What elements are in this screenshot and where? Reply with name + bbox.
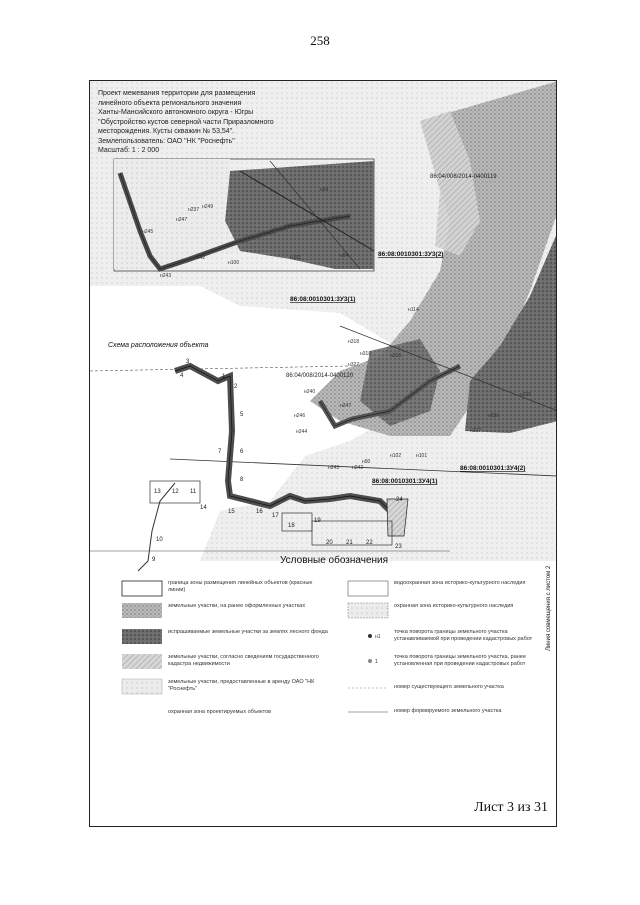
legend-item-protection-zone: охранная зона проектируемых объектов bbox=[168, 709, 272, 715]
title-line: "Обустройство кустов северной части Приразломного bbox=[98, 118, 274, 126]
point-label: н327 bbox=[348, 362, 360, 368]
point-label: н243 bbox=[160, 273, 172, 279]
point-label: н245 bbox=[142, 229, 154, 235]
route-point-number: 21 bbox=[346, 540, 353, 546]
route-point-number: 24 bbox=[396, 497, 403, 503]
point-label: н237 bbox=[188, 207, 200, 213]
point-label: н114 bbox=[408, 307, 419, 313]
route-point-number: 2 bbox=[234, 384, 238, 390]
legend-item-forest-parcels: испрашиваемые земельные участки за землях лесного фонда bbox=[168, 629, 328, 635]
route-point-number: 12 bbox=[172, 489, 179, 495]
point-label: н243 bbox=[328, 465, 340, 471]
side-note-text: Линия совмещения с листом 2 bbox=[546, 565, 552, 651]
route-point-number: 22 bbox=[366, 540, 373, 546]
legend-symbol-red-lines bbox=[122, 581, 162, 596]
map-title-block bbox=[98, 89, 338, 156]
point-label: н102 bbox=[390, 453, 402, 459]
route-point-number: 7 bbox=[218, 449, 222, 455]
legend-marker-label: 1 bbox=[375, 659, 378, 665]
route-point-number: 6 bbox=[240, 449, 244, 455]
route-point-number: 10 bbox=[156, 537, 163, 543]
legend-item-leased-parcels: земельные участки, предоставленные в аренду ОАО "НК "Роснефть" bbox=[168, 679, 315, 692]
point-label: н101 bbox=[290, 255, 302, 261]
point-label: н246 bbox=[294, 413, 306, 419]
point-label: н235 bbox=[520, 392, 532, 398]
legend-symbol-leased-parcels bbox=[122, 679, 162, 694]
route-point-number: 5 bbox=[240, 412, 244, 418]
point-label: н244 bbox=[296, 429, 308, 435]
route-point-number: 8 bbox=[240, 477, 244, 483]
legend-item-prior-parcels: земельные участки, на ранее оформленных участках bbox=[168, 603, 306, 609]
legend-symbol-forest-parcels bbox=[122, 629, 162, 644]
route-point-number: 23 bbox=[395, 544, 402, 550]
legend-symbol-heritage-zone bbox=[348, 603, 388, 618]
route-point-number: 17 bbox=[272, 513, 279, 519]
label-parcel-zu2-top: 86:08:0010301:3У3(2) bbox=[378, 251, 444, 258]
legend-item-existing-number: номер существующего земельного участка bbox=[394, 684, 504, 690]
point-label: н318 bbox=[390, 353, 402, 359]
route-point-number: 9 bbox=[152, 557, 156, 563]
point-label: н242 bbox=[194, 255, 206, 261]
label-parcel-top: 86:04/008/2014-0400119 bbox=[430, 174, 497, 180]
legend-title: Условные обозначения bbox=[280, 555, 389, 566]
label-parcel-zu1: 86:08:0010301:3У3(1) bbox=[290, 296, 356, 303]
point-label: н247 bbox=[340, 403, 352, 409]
map-sheet-frame bbox=[89, 80, 557, 827]
point-label: н249 bbox=[202, 204, 214, 210]
point-label: н236 bbox=[488, 413, 500, 419]
legend-marker-existing-point bbox=[368, 659, 372, 663]
point-label: н247 bbox=[176, 217, 188, 223]
title-line: Проект межевания территории для размещения bbox=[98, 90, 256, 97]
well-pad-site bbox=[387, 499, 408, 536]
legend-symbol-cadastre-parcels bbox=[122, 654, 162, 669]
title-line: Ханты-Мансийского автономного округа - Югры bbox=[98, 109, 254, 116]
legend-item-existing-point: точка поворота границы земельного участка, ранее установленная при проведении кадастровых работ bbox=[394, 654, 526, 667]
route-point-number: 20 bbox=[326, 540, 333, 546]
legend-marker-new-point bbox=[368, 634, 372, 638]
route-point-number: 4 bbox=[180, 373, 184, 379]
point-label: н84 bbox=[340, 253, 349, 259]
side-note bbox=[538, 536, 552, 651]
page-number: 258 bbox=[310, 33, 330, 48]
route-point-number: 3 bbox=[186, 359, 190, 365]
route-point-number: 18 bbox=[288, 523, 295, 529]
label-inset-caption: Схема расположения объекта bbox=[108, 342, 209, 349]
sheet-number-label: Лист 3 из 31 bbox=[474, 800, 548, 815]
route-point-number: 1 bbox=[222, 374, 226, 380]
route-point-number: 16 bbox=[256, 509, 263, 515]
title-line: Землепользователь: ОАО "НК "Роснефть" bbox=[98, 137, 235, 145]
point-label: н240 bbox=[304, 389, 316, 395]
point-label: н100 bbox=[228, 260, 240, 266]
point-label: н90 bbox=[362, 459, 371, 465]
title-line: месторождения. Кусты скважин № 53,54". bbox=[98, 128, 235, 135]
legend-item-heritage-zone: охранная зона историко-культурного наследия bbox=[394, 603, 514, 609]
label-parcel-zu4-2: 86:08:0010301:3У4(2) bbox=[460, 465, 526, 472]
legend-item-new-number: номер формируемого земельного участка bbox=[394, 708, 502, 714]
legend-symbol-prior-parcels bbox=[122, 603, 162, 618]
legend-item-cadastre-parcels: земельные участки, согласно сведениям государственного кадастра недвижимости bbox=[168, 654, 319, 667]
point-label: н64 bbox=[320, 187, 329, 193]
route-point-number: 15 bbox=[228, 509, 235, 515]
point-label: н318 bbox=[360, 351, 372, 357]
route-point-number: 19 bbox=[314, 518, 321, 524]
point-label: н101 bbox=[416, 453, 428, 459]
point-label: н242 bbox=[352, 465, 364, 471]
route-point-number: 13 bbox=[154, 489, 161, 495]
title-line: Масштаб: 1 : 2 000 bbox=[98, 147, 160, 154]
point-label: н318 bbox=[348, 339, 360, 345]
legend-symbol-water-zone bbox=[348, 581, 388, 596]
route-point-number: 11 bbox=[190, 489, 197, 495]
route-point-number: 14 bbox=[200, 505, 207, 511]
legend-item-new-point: точка поворота границы земельного участка устанавливаемой при проведении кадастровых работ bbox=[394, 629, 533, 642]
label-parcel-mid: 86:04/008/2014-0400120 bbox=[286, 373, 354, 379]
label-parcel-zu4-1: 86:08:0010301:3У4(1) bbox=[372, 478, 438, 485]
title-line: линейного объекта регионального значения bbox=[98, 99, 242, 107]
legend-item-red-lines: граница зоны размещения линейных объектов (красные линии) bbox=[168, 580, 313, 593]
legend-item-water-zone: водоохранная зона историко-культурного наследия bbox=[394, 580, 526, 586]
point-label: н237 bbox=[470, 428, 482, 434]
legend-marker-label: н1 bbox=[375, 634, 381, 640]
